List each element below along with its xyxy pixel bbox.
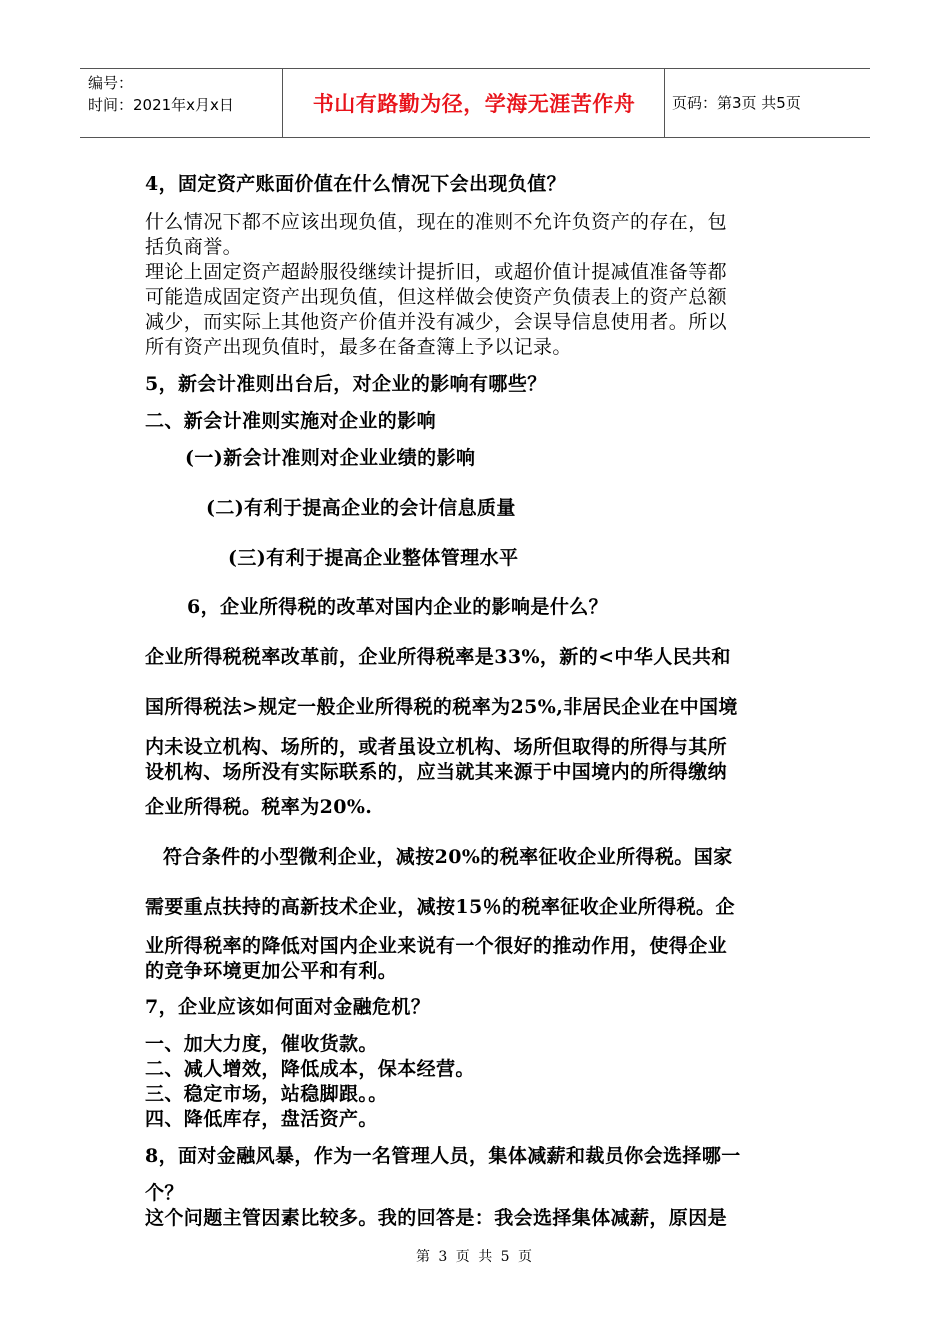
paragraph-line: 需要重点扶持的高新技术企业，减按15％的税率征收企业所得税。企 — [145, 896, 735, 918]
section-heading: 二、新会计准则实施对企业的影响 — [145, 410, 437, 432]
paragraph-line: 可能造成固定资产出现负值，但这样做会使资产负债表上的资产总额 — [145, 286, 728, 308]
sub-item: (三)有利于提高企业整体管理水平 — [228, 547, 519, 569]
header-page-info: 页码：第3页 共5页 — [672, 94, 801, 112]
paragraph-line: 设机构、场所没有实际联系的，应当就其来源于中国境内的所得缴纳 — [145, 761, 728, 783]
header-motto: 书山有路勤为径，学海无涯苦作舟 — [312, 92, 636, 116]
number-label: 编号： — [88, 74, 134, 92]
sub-item: (二)有利于提高企业的会计信息质量 — [206, 497, 516, 519]
list-item: 四、降低库存，盘活资产。 — [145, 1108, 378, 1130]
list-item: 一、加大力度，催收货款。 — [145, 1033, 378, 1055]
paragraph-line: 内未设立机构、场所的，或者虽设立机构、场所但取得的所得与其所 — [145, 736, 728, 758]
paragraph-line: 这个问题主管因素比较多。我的回答是：我会选择集体减薪，原因是 — [145, 1207, 728, 1229]
paragraph-line: 所有资产出现负值时，最多在备查簿上予以记录。 — [145, 336, 572, 358]
paragraph-line: 的竞争环境更加公平和有利。 — [145, 960, 398, 982]
time-label: 时间：2021年x月x日 — [88, 96, 234, 114]
sub-item: (一)新会计准则对企业业绩的影响 — [185, 447, 476, 469]
paragraph-line: 业所得税率的降低对国内企业来说有一个很好的推动作用，使得企业 — [145, 935, 728, 957]
paragraph-line: 什么情况下都不应该出现负值，现在的准则不允许负资产的存在，包 — [145, 211, 728, 233]
paragraph-line: 减少，而实际上其他资产价值并没有减少，会误导信息使用者。所以 — [145, 311, 728, 333]
page-footer: 第 3 页 共 5 页 — [415, 1249, 535, 1265]
page-header — [80, 68, 870, 138]
paragraph-line: 国所得税法>规定一般企业所得税的税率为25%,非居民企业在中国境 — [145, 696, 738, 718]
question-heading: 5，新会计准则出台后，对企业的影响有哪些？ — [145, 373, 547, 395]
paragraph-line: 符合条件的小型微利企业，减按20%的税率征收企业所得税。国家 — [163, 846, 733, 868]
question-heading: 4，固定资产账面价值在什么情况下会出现负值？ — [145, 173, 567, 195]
question-heading: 6，企业所得税的改革对国内企业的影响是什么？ — [187, 596, 609, 618]
header-divider-left — [282, 69, 283, 137]
paragraph-line: 企业所得税。税率为20%. — [145, 796, 373, 818]
paragraph-line: 理论上固定资产超龄服役继续计提折旧，或超价值计提减值准备等都 — [145, 261, 728, 283]
list-item: 三、稳定市场，站稳脚跟。。 — [145, 1083, 388, 1105]
header-divider-right — [664, 69, 665, 137]
paragraph-line: 括负商誉。 — [145, 236, 243, 258]
question-heading: 7，企业应该如何面对金融危机？ — [145, 996, 431, 1018]
paragraph-line: 企业所得税税率改革前，企业所得税率是33%，新的<中华人民共和 — [145, 646, 731, 668]
question-heading: 8，面对金融风暴，作为一名管理人员，集体减薪和裁员你会选择哪一 — [145, 1145, 741, 1167]
header-meta — [88, 72, 278, 116]
list-item: 二、减人增效，降低成本，保本经营。 — [145, 1058, 475, 1080]
question-heading: 个？ — [145, 1182, 184, 1204]
